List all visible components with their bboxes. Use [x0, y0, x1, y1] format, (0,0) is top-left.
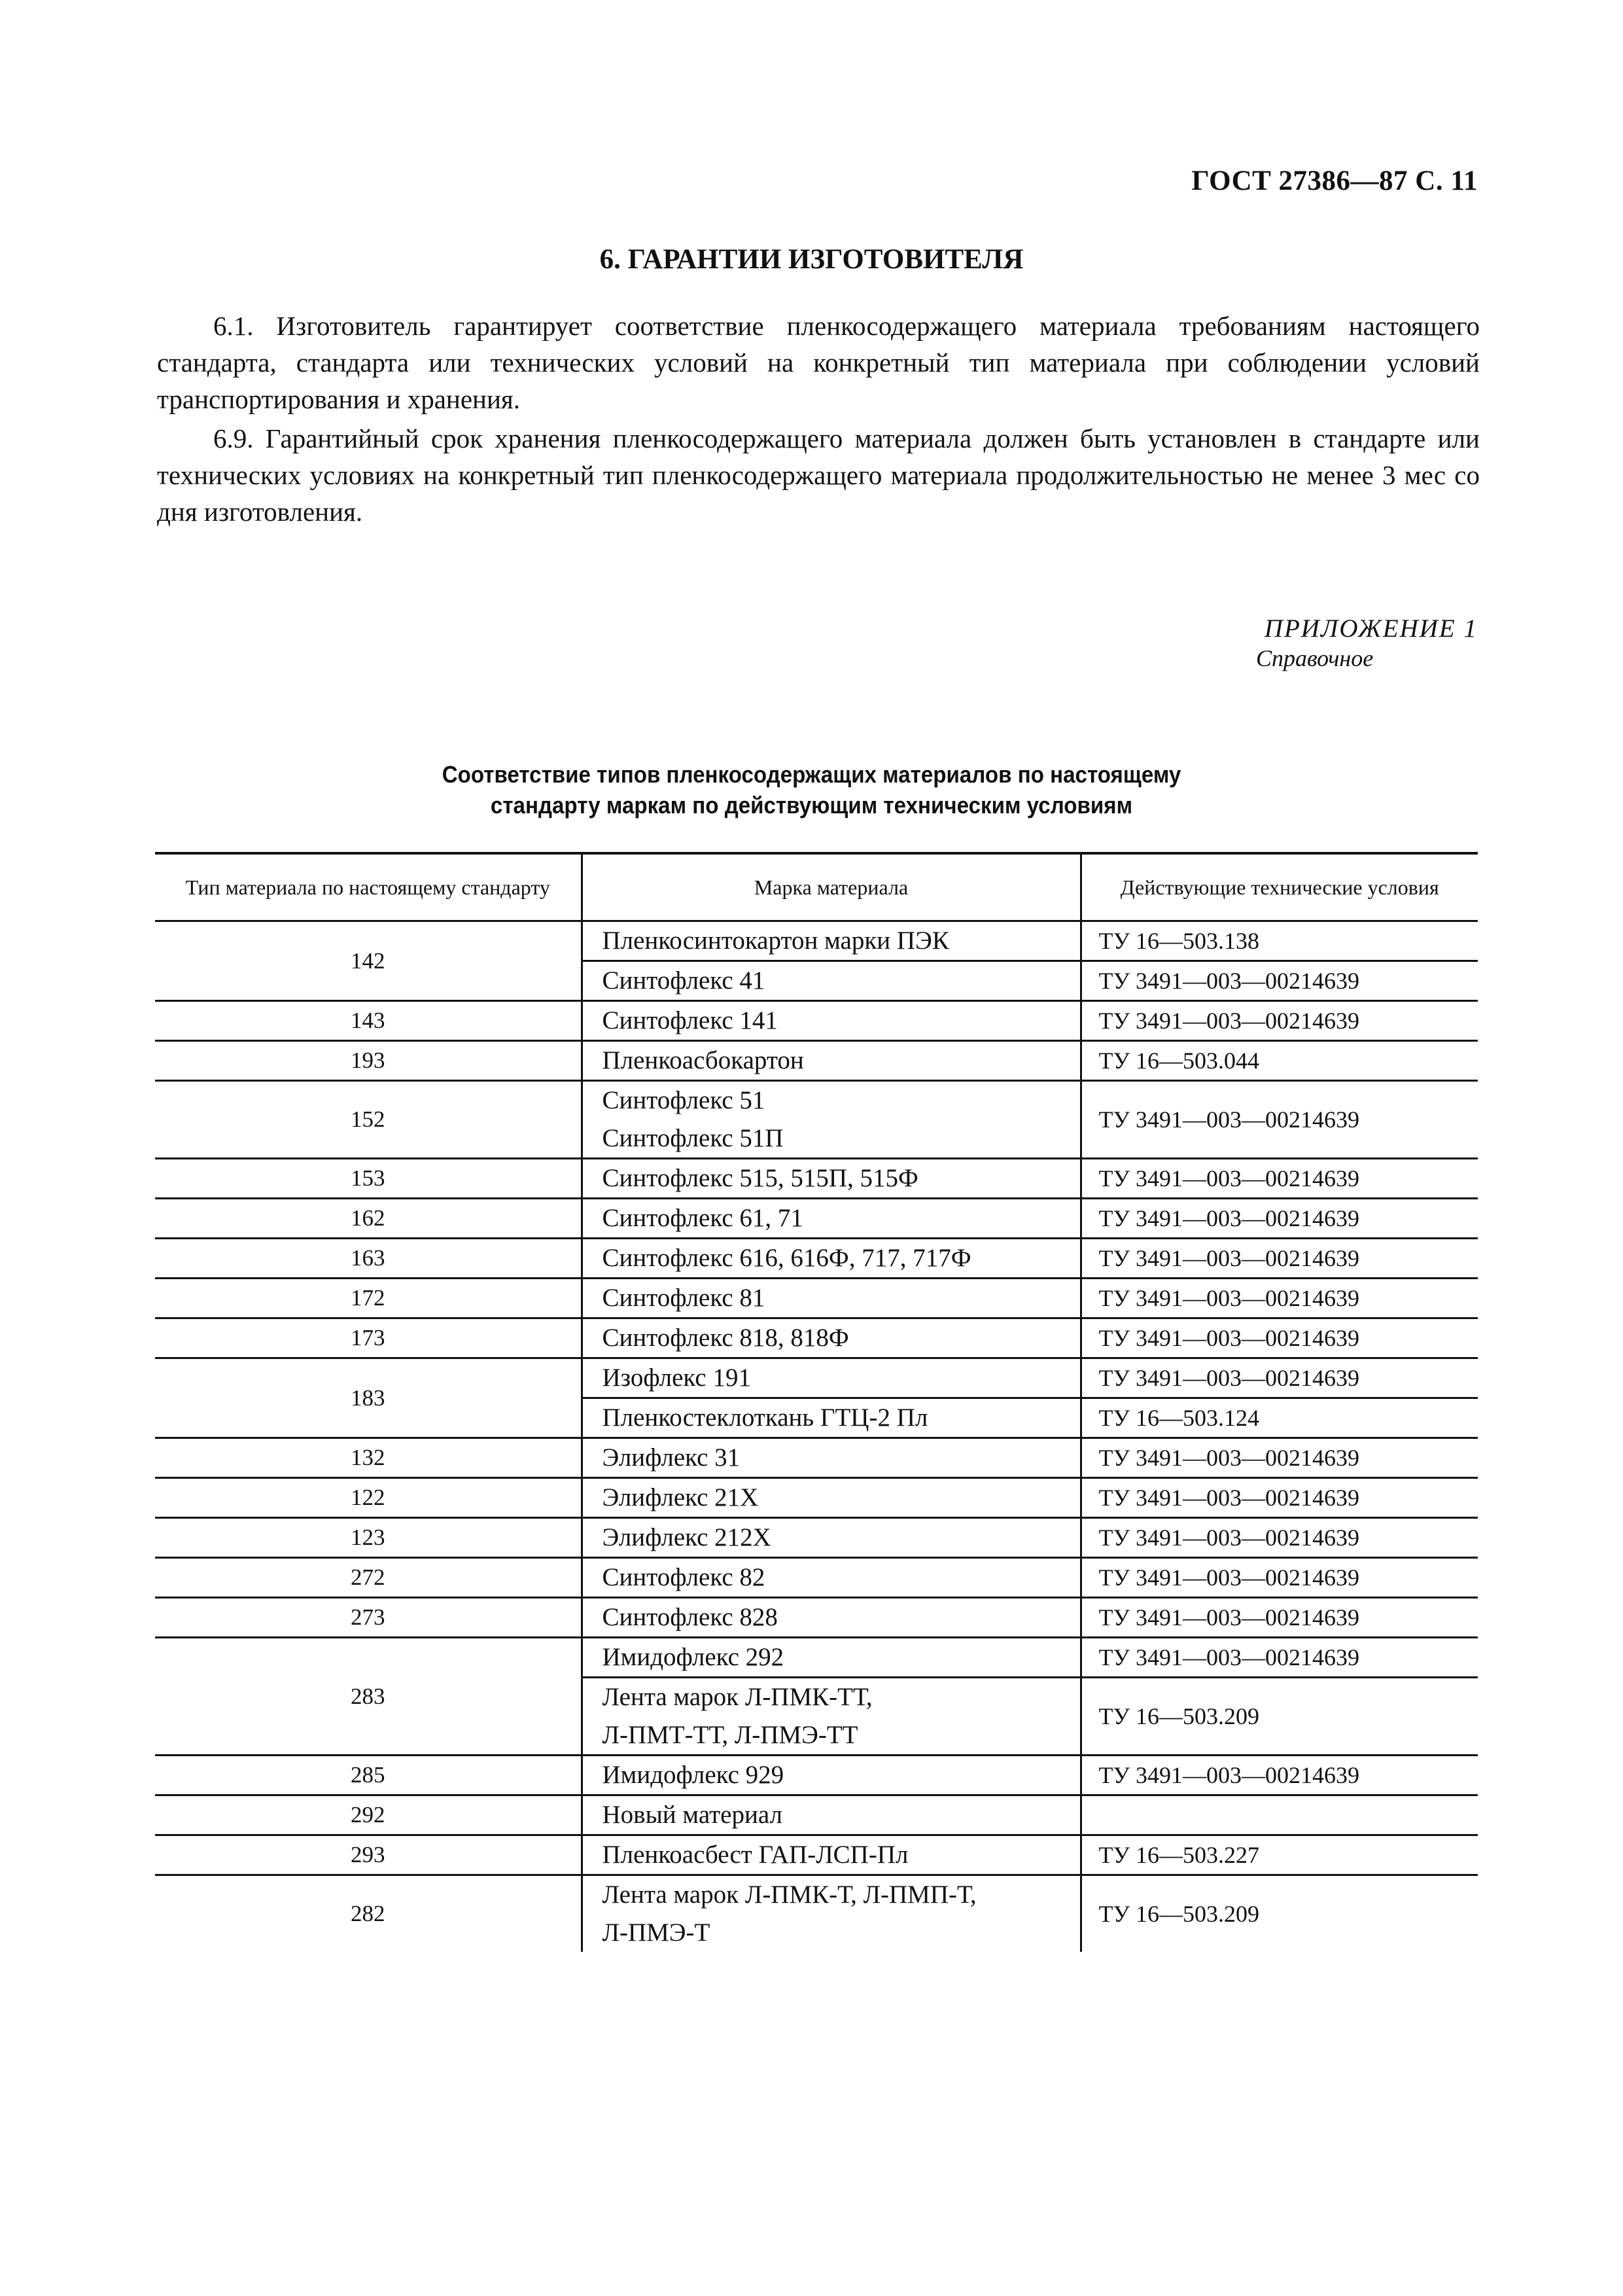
cell-type: 132: [155, 1438, 582, 1478]
cell-conditions: ТУ 3491—003—00214639: [1081, 961, 1478, 1001]
cell-conditions: ТУ 3491—003—00214639: [1081, 1001, 1478, 1041]
header-brand: Марка материала: [582, 853, 1081, 921]
cell-conditions: ТУ 3491—003—00214639: [1081, 1239, 1478, 1279]
cell-type: 153: [155, 1159, 582, 1199]
table-header-row: [155, 853, 1478, 921]
paragraph-text: 6.9. Гарантийный срок хранения пленкосодержащего материала должен быть установлен в стандарте или технических условиях на конкретный тип пленкосодержащего материала продолжительностью не менее 3 мес со дня изготовления.: [157, 423, 1480, 527]
cell-type: 283: [155, 1638, 582, 1756]
cell-conditions: ТУ 3491—003—00214639: [1081, 1756, 1478, 1795]
table-row: [155, 1081, 1478, 1159]
cell-type: 292: [155, 1795, 582, 1835]
cell-brand: Синтофлекс 616, 616Ф, 717, 717Ф: [582, 1239, 1081, 1279]
cell-type: 152: [155, 1081, 582, 1159]
cell-type: 285: [155, 1756, 582, 1795]
table-row: [155, 1358, 1478, 1398]
table-row: [155, 1239, 1478, 1279]
section-title: 6. ГАРАНТИИ ИЗГОТОВИТЕЛЯ: [599, 244, 1024, 275]
cell-brand: Синтофлекс 61, 71: [582, 1199, 1081, 1239]
cell-brand: Новый материал: [582, 1795, 1081, 1835]
cell-conditions: ТУ 3491—003—00214639: [1081, 1638, 1478, 1678]
cell-brand: Синтофлекс 141: [582, 1001, 1081, 1041]
cell-brand: Элифлекс 21Х: [582, 1478, 1081, 1518]
appendix-type: Справочное: [1256, 645, 1374, 671]
table-row: [155, 1835, 1478, 1875]
cell-type: 273: [155, 1598, 582, 1638]
cell-type: 123: [155, 1518, 582, 1558]
cell-type: 122: [155, 1478, 582, 1518]
cell-conditions: ТУ 3491—003—00214639: [1081, 1518, 1478, 1558]
brand-line: Лента марок Л-ПМК-Т, Л-ПМП-Т,: [602, 1881, 977, 1909]
paragraph-text: 6.1. Изготовитель гарантирует соответствие пленкосодержащего материала требованиям настоящего стандарта, стандарта или технических условий на конкретный тип материала при соблюдении условий транспортирования и хранения.: [157, 311, 1480, 414]
table-row: [155, 1159, 1478, 1199]
cell-type: 173: [155, 1318, 582, 1358]
table-row: [155, 1638, 1478, 1678]
cell-conditions: ТУ 3491—003—00214639: [1081, 1598, 1478, 1638]
cell-conditions: ТУ 3491—003—00214639: [1081, 1558, 1478, 1598]
cell-conditions: ТУ 16—503.044: [1081, 1041, 1478, 1081]
cell-conditions: ТУ 3491—003—00214639: [1081, 1279, 1478, 1318]
table-row: [155, 1756, 1478, 1795]
cell-conditions: ТУ 16—503.138: [1081, 921, 1478, 961]
cell-conditions: ТУ 3491—003—00214639: [1081, 1199, 1478, 1239]
cell-brand: Изофлекс 191: [582, 1358, 1081, 1398]
brand-line: Лента марок Л-ПМК-ТТ,: [602, 1683, 873, 1711]
cell-conditions: ТУ 3491—003—00214639: [1081, 1478, 1478, 1518]
cell-brand: Синтофлекс 515, 515П, 515Ф: [582, 1159, 1081, 1199]
cell-type: 282: [155, 1875, 582, 1952]
cell-brand: Элифлекс 31: [582, 1438, 1081, 1478]
header-conditions: Действующие технические условия: [1081, 853, 1478, 921]
cell-type: 162: [155, 1199, 582, 1239]
cell-conditions: ТУ 3491—003—00214639: [1081, 1081, 1478, 1159]
table-row: [155, 921, 1478, 961]
table-row: [155, 1795, 1478, 1835]
table-caption-line: стандарту маркам по действующим техническим условиям: [490, 792, 1133, 819]
cell-conditions: ТУ 3491—003—00214639: [1081, 1159, 1478, 1199]
cell-brand: Синтофлекс 41: [582, 961, 1081, 1001]
cell-conditions: ТУ 3491—003—00214639: [1081, 1318, 1478, 1358]
cell-brand: Имидофлекс 929: [582, 1756, 1081, 1795]
cell-brand: Пленкоасбест ГАП-ЛСП-Пл: [582, 1835, 1081, 1875]
cell-type: 183: [155, 1358, 582, 1438]
table-row: [155, 1438, 1478, 1478]
cell-conditions: ТУ 16—503.209: [1081, 1678, 1478, 1756]
cell-type: 293: [155, 1835, 582, 1875]
cell-conditions: ТУ 16—503.209: [1098, 1901, 1259, 1927]
cell-brand: Синтофлекс 828: [582, 1598, 1081, 1638]
cell-type: 193: [155, 1041, 582, 1081]
cell-type: 163: [155, 1239, 582, 1279]
materials-table: [155, 852, 1478, 1952]
cell-brand: Пленкоасбокартон: [582, 1041, 1081, 1081]
cell-type: 142: [155, 921, 582, 1001]
header-type: Тип материала по настоящему стандарту: [155, 853, 582, 921]
cell-conditions: ТУ 16—503.124: [1081, 1398, 1478, 1438]
cell-conditions: ТУ 3491—003—00214639: [1081, 1358, 1478, 1398]
page-header: ГОСТ 27386—87 С. 11: [1191, 166, 1478, 196]
appendix-label: ПРИЛОЖЕНИЕ 1: [1264, 614, 1478, 643]
cell-brand: Синтофлекс 82: [582, 1558, 1081, 1598]
cell-brand: Синтофлекс 818, 818Ф: [582, 1318, 1081, 1358]
table-caption: [65, 759, 1558, 821]
cell-brand: Синтофлекс 81: [582, 1279, 1081, 1318]
table-row: [155, 1318, 1478, 1358]
cell-conditions: [1081, 1795, 1478, 1835]
cell-brand: [582, 1875, 1081, 1952]
table-caption-line: Соответствие типов пленкосодержащих материалов по настоящему: [442, 761, 1181, 788]
table-row: [155, 1199, 1478, 1239]
paragraph-6-1: [157, 308, 1480, 417]
cell-brand: Элифлекс 212Х: [582, 1518, 1081, 1558]
cell-brand: Пленкосинтокартон марки ПЭК: [582, 921, 1081, 961]
cell-brand: Имидофлекс 292: [582, 1638, 1081, 1678]
brand-line: Синтофлекс 51: [602, 1086, 765, 1114]
cell-brand: Пленкостеклоткань ГТЦ-2 Пл: [582, 1398, 1081, 1438]
table-row: [155, 1279, 1478, 1318]
cell-type: 172: [155, 1279, 582, 1318]
cell-type: 143: [155, 1001, 582, 1041]
cell-brand: [582, 1678, 1081, 1756]
brand-line: Л-ПМТ-ТТ, Л-ПМЭ-ТТ: [602, 1721, 858, 1749]
cell-type: 272: [155, 1558, 582, 1598]
brand-line: Л-ПМЭ-Т: [602, 1918, 710, 1947]
table-row: [155, 1001, 1478, 1041]
paragraph-6-9: [157, 420, 1480, 530]
table-row: [155, 1478, 1478, 1518]
brand-line: Синтофлекс 51П: [602, 1124, 784, 1152]
table-row: [155, 1875, 1478, 1952]
cell-conditions: ТУ 3491—003—00214639: [1081, 1438, 1478, 1478]
cell-brand: [582, 1081, 1081, 1159]
table-row: [155, 1041, 1478, 1081]
table-row: [155, 1558, 1478, 1598]
cell-conditions: ТУ 16—503.227: [1081, 1835, 1478, 1875]
table-row: [155, 1518, 1478, 1558]
table-row: [155, 1598, 1478, 1638]
